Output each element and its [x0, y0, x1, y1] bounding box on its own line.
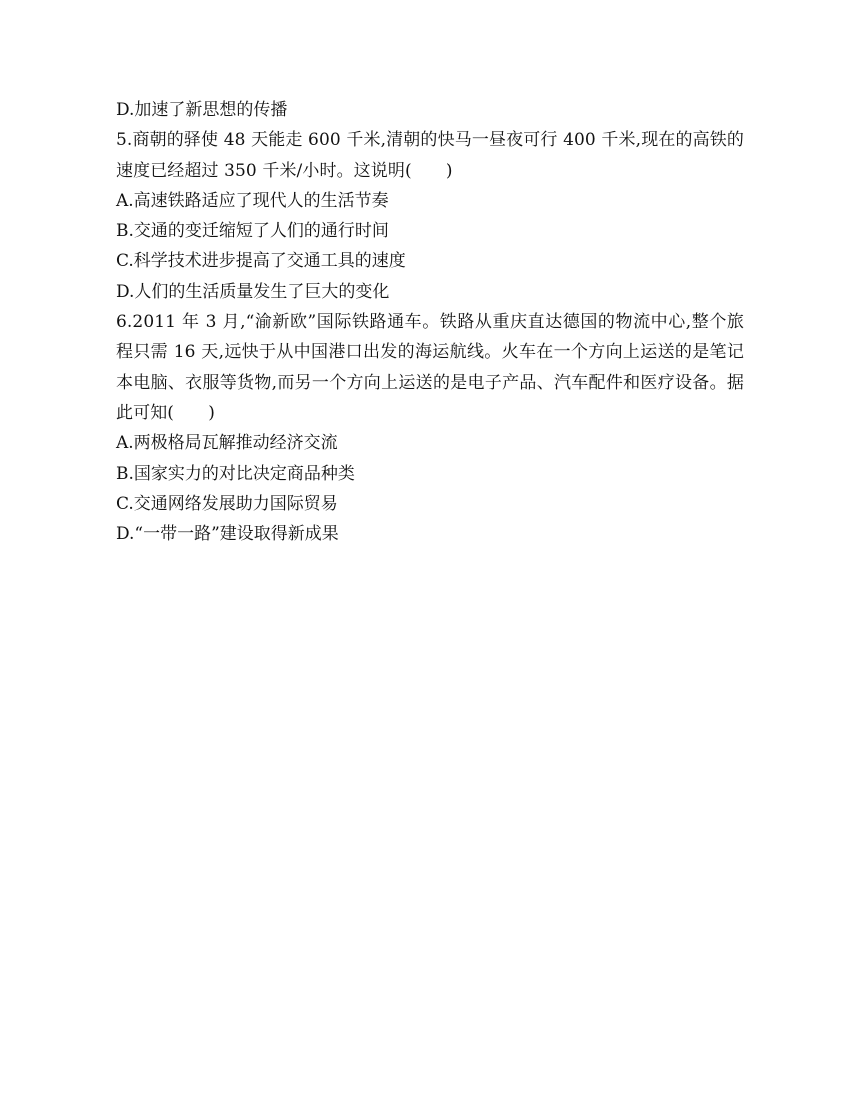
q5-option-d: D.人们的生活质量发生了巨大的变化	[116, 281, 390, 302]
q4-option-d: D.加速了新思想的传播	[116, 100, 288, 120]
question-6: 6.2011 年 3 月,“渝新欧”国际铁路通车。铁路从重庆直达德国的物流中心,整个旅程只需 16 天,远快于从中国港口出发的海运航线。火车在一个方向上运送的是笔记本电脑、衣服等货物,而另一个方向上运送的是电子产品、汽车配件和医疗设备。据此可知( )	[116, 312, 744, 423]
question-5: 5.商朝的驿使 48 天能走 600 千米,清朝的快马一昼夜可行 400 千米,现在的高铁的速度已经超过 350 千米/小时。这说明( )	[116, 130, 744, 181]
q6-option-c: C.交通网络发展助力国际贸易	[116, 493, 338, 514]
q6-option-d: D.“一带一路”建设取得新成果	[116, 524, 339, 545]
document-content	[116, 95, 744, 549]
q5-option-a: A.高速铁路适应了现代人的生活节奏	[116, 190, 389, 211]
q6-option-a: A.两极格局瓦解推动经济交流	[116, 433, 338, 454]
q5-option-c: C.科学技术进步提高了交通工具的速度	[116, 251, 406, 272]
q6-option-b: B.国家实力的对比决定商品种类	[116, 463, 355, 484]
q5-option-b: B.交通的变迁缩短了人们的通行时间	[116, 221, 389, 242]
